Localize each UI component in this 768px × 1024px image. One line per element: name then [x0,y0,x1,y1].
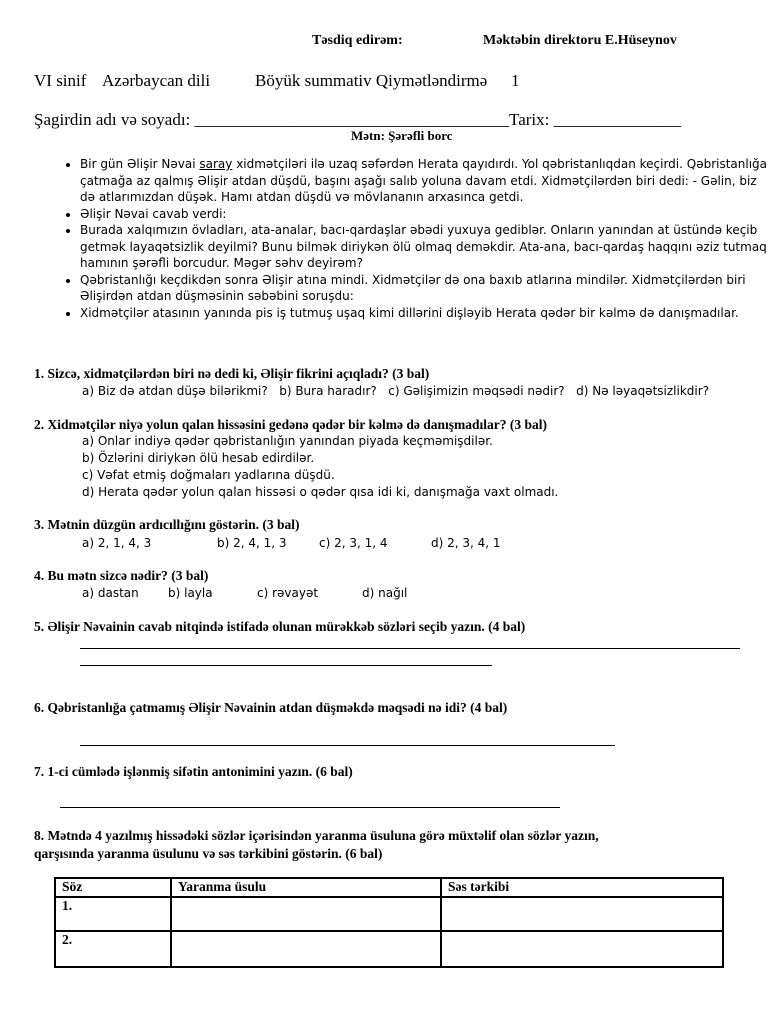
table-header: Yaranma üsulu [171,878,441,897]
question-1: 1. Sizcə, xidmətçilərdən biri nə dedi ki, Əlişir fikrini açıqladı? (3 bal) [34,366,430,381]
paragraph: • Qəbristanlığı keçdikdən sonra Əlişir atına mindi. Xidmətçilər də ona baxıb atlarına mindilər. Xidmətçilərdən biri Əlişirdən atdan düşməsinin səbəbini soruşdu: [80,272,768,305]
subject-label: Azərbaycan dili [102,71,211,90]
option[interactable]: c) 2, 3, 1, 4 [319,536,388,550]
student-name-label: Şagirdin adı və soyadı: [34,110,191,129]
answer-line[interactable] [80,745,615,746]
question-1-options [82,383,709,400]
question-5: 5. Əlişir Nəvainin cavab nitqində istifadə olunan mürəkkəb sözləri seçib yazın. (4 bal) [34,619,526,634]
table-row [55,931,723,967]
grade-label: VI sinif [34,71,87,90]
approval-label: Təsdiq edirəm: [312,33,403,48]
question-2-options [82,433,558,501]
option[interactable]: a) Onlar indiyə qədər qəbristanlığın yanından piyada keçməmişdilər. [82,434,493,448]
table-cell[interactable] [171,897,441,931]
answer-line[interactable] [80,648,740,649]
option[interactable]: c) Vəfat etmiş doğmaları yadlarına düşdü. [82,468,335,482]
option[interactable]: d) Herata qədər yolun qalan hissəsi o qədər qısa idi ki, danışmağa vaxt olmadı. [82,485,559,499]
table-cell[interactable]: 1. [55,897,171,931]
text-paragraphs [58,156,768,321]
question-6: 6. Qəbristanlığa çatmamış Əlişir Nəvainin atdan düşməkdə məqsədi nə idi? (4 bal) [34,700,508,715]
table-row [55,897,723,931]
director-label: Məktəbin direktoru E.Hüseynov [483,33,677,48]
answer-line[interactable] [80,665,492,666]
table-header: Səs tərkibi [441,878,723,897]
table-cell[interactable]: 2. [55,931,171,967]
option[interactable]: d) Nə ləyaqətsizlikdir? [576,384,710,398]
option[interactable]: d) nağıl [362,586,408,600]
answer-table [54,877,724,968]
paragraph: • Əlişir Nəvai cavab verdi: [80,206,768,223]
answer-line[interactable] [60,807,560,808]
text-title: Mətn: Şərəfli borc [351,128,453,143]
question-3: 3. Mətnin düzgün ardıcıllığını göstərin. (3 bal) [34,517,300,532]
option[interactable]: b) Bura haradır? [279,384,377,398]
date-label: Tarix: [509,110,550,129]
option[interactable]: a) Biz də atdan düşə bilərikmi? [82,384,268,398]
exam-title: Böyük summativ Qiymətləndirmə [255,71,488,90]
paragraph: • Xidmətçilər atasının yanında pis iş tutmuş uşaq kimi dillərini dişləyib Herata qədər bir kəlmə də danışmadılar. [80,305,768,322]
paragraph: • Bir gün Əlişir Nəvai saray xidmətçiləri ilə uzaq səfərdən Herata qayıdırdı. Yol qəbristanlıqdan keçirdi. Qəbristanlığa çatmağa az qalmış Əlişir atdan düşdü, başını aşağı salıb yoluna davam etdi. Xidmətçilərdən biri dedi: - Gəlin, biz də atlarımızdan düşək. Hamı atdan düşdü və mövlananın arxasınca getdi. [80,156,768,206]
table-header: Söz [55,878,171,897]
table-cell[interactable] [441,897,723,931]
option[interactable]: c) Gəlişimizin məqsədi nədir? [388,384,565,398]
question-8-line1: 8. Mətndə 4 yazılmış hissədəki sözlər içərisindən yaranma üsuluna görə müxtəlif olan sözlər yazın, [34,828,599,843]
option[interactable]: b) 2, 4, 1, 3 [217,536,287,550]
question-7: 7. 1-ci cümlədə işlənmiş sifətin antonimini yazın. (6 bal) [34,764,353,779]
table-header-row [55,878,723,897]
exam-number: 1 [511,71,520,90]
option[interactable]: c) rəvayət [257,586,319,600]
student-line [34,110,681,130]
question-8-line2: qarşısında yaranma üsulunu və səs tərkibini göstərin. (6 bal) [34,846,383,861]
question-4: 4. Bu mətn sizcə nədir? (3 bal) [34,568,209,583]
option[interactable]: b) Özlərini diriykən ölü hesab edirdilər. [82,451,315,465]
paragraph: • Burada xalqımızın övladları, ata-analar, bacı-qardaşlar əbədi yuxuya gediblər. Onların yanından at üstündə keçib getmək layaqətsizlik deyilmi? Bunu bilmək diriykən ölü olmaq deməkdir. Ata-ana, bacı-qardaş haqqını əziz tutmaq hamının şərəfli borcudur. Məgər səhv deyirəm? [80,222,768,272]
table-cell[interactable] [441,931,723,967]
option[interactable]: b) layla [168,586,213,600]
table-cell[interactable] [171,931,441,967]
question-2: 2. Xidmətçilər niyə yolun qalan hissəsini gedənə qədər bir kəlmə də danışmadılar? (3 bal) [34,417,548,432]
option[interactable]: a) 2, 1, 4, 3 [82,536,152,550]
date-field[interactable]: _______________ [553,110,682,129]
option[interactable]: d) 2, 3, 4, 1 [431,536,501,550]
option[interactable]: a) dastan [82,586,139,600]
student-name-field[interactable]: _____________________________________ [194,110,510,129]
